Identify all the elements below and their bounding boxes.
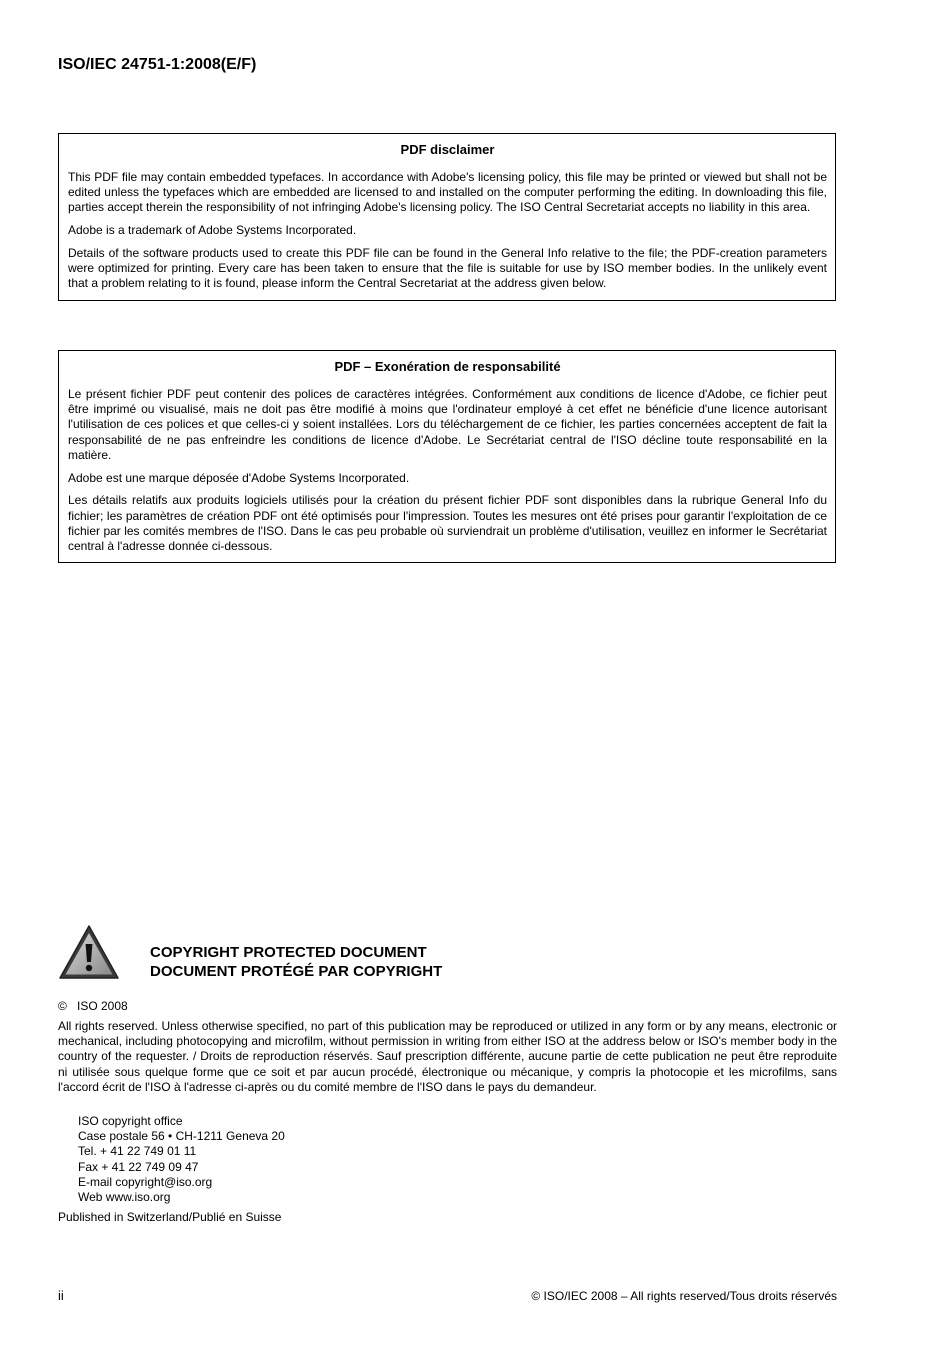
copyright-heading-fr: DOCUMENT PROTÉGÉ PAR COPYRIGHT xyxy=(150,963,443,980)
copyright-year-line xyxy=(58,999,128,1013)
disclaimer-paragraph: Adobe est une marque déposée d'Adobe Systems Incorporated. xyxy=(68,470,410,485)
address-line: E-mail copyright@iso.org xyxy=(78,1174,213,1189)
published-in: Published in Switzerland/Publié en Suisse xyxy=(58,1210,282,1224)
footer-copyright: © ISO/IEC 2008 – All rights reserved/Tous droits réservés xyxy=(531,1289,837,1303)
pdf-disclaimer-en xyxy=(58,133,836,301)
rights-statement: All rights reserved. Unless otherwise specified, no part of this publication may be reproduced or utilized in any form or by any means, electronic or mechanical, including photocopying and microfilm, without permission in writing from either ISO at the address below or ISO's member body in the country of the requester. / Droits de reproduction réservés. Sauf prescription différente, aucune partie de cette publication ne peut être reproduite ni utilisée sous quelque forme que ce soit et par aucun procédé, électronique ou mécanique, y compris la photocopie et les microfilms, sans l'accord écrit de l'ISO à l'adresse ci-après ou du comité membre de l'ISO dans le pays du demandeur. xyxy=(58,1019,837,1094)
address-line: Tel. + 41 22 749 01 11 xyxy=(78,1144,197,1159)
document-id: ISO/IEC 24751-1:2008(E/F) xyxy=(58,56,257,73)
copyright-heading-en: COPYRIGHT PROTECTED DOCUMENT xyxy=(150,944,427,961)
pdf-disclaimer-fr xyxy=(58,350,836,563)
disclaimer-title: PDF – Exonération de responsabilité xyxy=(334,359,561,374)
iso-address-block xyxy=(78,1114,285,1205)
page-number: ii xyxy=(58,1288,64,1303)
copyright-year: ISO 2008 xyxy=(77,999,128,1013)
disclaimer-paragraph: Details of the software products used to create this PDF file can be found in the General Info relative to the file; the PDF-creation parameters were optimized for printing. Every care has been taken to ensure that the file is suitable for use by ISO member bodies. In the unlikely event that a problem relating to it is found, please inform the Central Secretariat at the address given below. xyxy=(68,246,827,291)
address-line: Case postale 56 • CH-1211 Geneva 20 xyxy=(78,1129,285,1144)
address-line: Web www.iso.org xyxy=(78,1190,171,1205)
disclaimer-paragraph: This PDF file may contain embedded typefaces. In accordance with Adobe's licensing policy, this file may be printed or viewed but shall not be edited unless the typefaces which are embedded are licensed to and installed on the computer performing the editing. In downloading this file, parties accept therein the responsibility of not infringing Adobe's licensing policy. The ISO Central Secretariat accepts no liability in this area. xyxy=(68,170,827,215)
disclaimer-paragraph: Adobe is a trademark of Adobe Systems Incorporated. xyxy=(68,223,357,238)
copyright-heading xyxy=(150,943,442,981)
warning-triangle-icon xyxy=(58,924,120,980)
disclaimer-title: PDF disclaimer xyxy=(400,142,495,157)
address-line: ISO copyright office xyxy=(78,1114,183,1128)
copyright-symbol: © xyxy=(58,999,67,1013)
address-line: Fax + 41 22 749 09 47 xyxy=(78,1159,199,1174)
disclaimer-paragraph: Le présent fichier PDF peut contenir des polices de caractères intégrées. Conformément aux conditions de licence d'Adobe, ce fichier peut être imprimé ou visualisé, mais ne doit pas être modifié à moins que l'ordinateur employé à cet effet ne bénéficie d'une licence autorisant l'utilisation de ces polices et que celles-ci y soient installées. Lors du téléchargement de ce fichier, les parties concernées acceptent de fait la responsabilité de ne pas enfreindre les conditions de licence d'Adobe. Le Secrétariat central de l'ISO décline toute responsabilité en la matière. xyxy=(68,387,827,462)
disclaimer-paragraph: Les détails relatifs aux produits logiciels utilisés pour la création du présent fichier PDF sont disponibles dans la rubrique General Info du fichier; les paramètres de création PDF ont été optimisés pour l'impression. Toutes les mesures ont été prises pour garantir l'exploitation de ce fichier par les comités membres de l'ISO. Dans le cas peu probable où surviendrait un problème d'utilisation, veuillez en informer le Secrétariat central à l'adresse donnée ci-dessous. xyxy=(68,493,827,554)
